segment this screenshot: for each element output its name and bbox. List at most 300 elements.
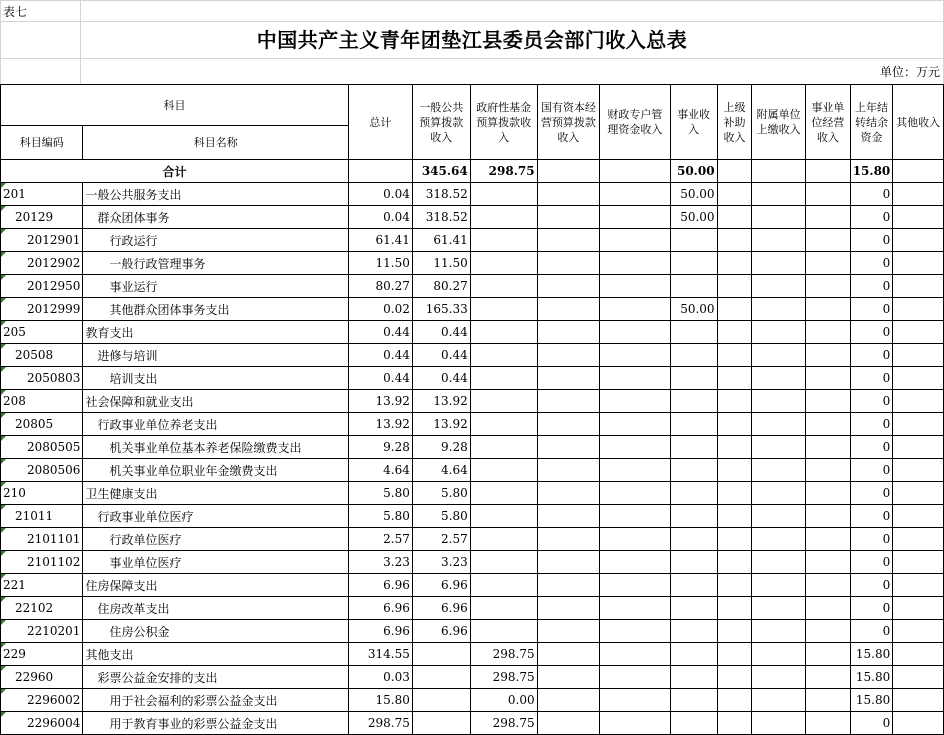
- cell-gov-fund[interactable]: [470, 344, 537, 367]
- cell-business-operation[interactable]: [805, 666, 850, 689]
- cell-state-capital[interactable]: [537, 206, 600, 229]
- cell-business-income[interactable]: [670, 436, 717, 459]
- cell-fiscal-special[interactable]: [600, 252, 670, 275]
- cell-carryover[interactable]: 0: [850, 344, 893, 367]
- cell-carryover[interactable]: 0: [850, 183, 893, 206]
- cell-business-operation[interactable]: [805, 505, 850, 528]
- cell-business-income[interactable]: [670, 528, 717, 551]
- cell-superior-subsidy[interactable]: [717, 666, 752, 689]
- cell-gov-fund[interactable]: [470, 321, 537, 344]
- cell-business-income[interactable]: [670, 229, 717, 252]
- cell-other-income[interactable]: [893, 252, 944, 275]
- subject-name-cell[interactable]: 行政事业单位医疗: [83, 505, 349, 528]
- cell-general-budget[interactable]: 6.96: [412, 597, 470, 620]
- subject-code-cell[interactable]: 208: [1, 390, 83, 413]
- cell-business-income[interactable]: [670, 367, 717, 390]
- cell-gov-fund[interactable]: [470, 551, 537, 574]
- cell-business-operation[interactable]: [805, 459, 850, 482]
- cell-fiscal-special[interactable]: [600, 528, 670, 551]
- cell-total[interactable]: 13.92: [349, 413, 413, 436]
- cell-total[interactable]: 0.44: [349, 367, 413, 390]
- cell-carryover[interactable]: 0: [850, 229, 893, 252]
- cell-general-budget[interactable]: 9.28: [412, 436, 470, 459]
- cell-state-capital[interactable]: [537, 390, 600, 413]
- cell-other-income[interactable]: [893, 275, 944, 298]
- cell-business-operation[interactable]: [805, 344, 850, 367]
- cell-business-income[interactable]: [670, 689, 717, 712]
- cell-business-operation[interactable]: [805, 252, 850, 275]
- cell-other-income[interactable]: [893, 574, 944, 597]
- cell-carryover[interactable]: 0: [850, 298, 893, 321]
- subject-code-cell[interactable]: 20508: [1, 344, 83, 367]
- cell-gov-fund[interactable]: [470, 413, 537, 436]
- subject-code-cell[interactable]: 22960: [1, 666, 83, 689]
- cell-other-income[interactable]: [893, 597, 944, 620]
- cell-general-budget[interactable]: 2.57: [412, 528, 470, 551]
- subject-name-cell[interactable]: 用于教育事业的彩票公益金支出: [83, 712, 349, 735]
- cell-total[interactable]: 314.55: [349, 643, 413, 666]
- cell-superior-subsidy[interactable]: [717, 459, 752, 482]
- cell-carryover[interactable]: 15.80: [850, 643, 893, 666]
- cell-other-income[interactable]: [893, 482, 944, 505]
- subject-code-cell[interactable]: 2101102: [1, 551, 83, 574]
- cell-fiscal-special[interactable]: [600, 551, 670, 574]
- cell-carryover[interactable]: 0: [850, 252, 893, 275]
- cell-fiscal-special[interactable]: [600, 505, 670, 528]
- cell-business-income[interactable]: [670, 390, 717, 413]
- cell-other-income[interactable]: [893, 459, 944, 482]
- subject-name-cell[interactable]: 社会保障和就业支出: [83, 390, 349, 413]
- cell-other-income[interactable]: [893, 689, 944, 712]
- subject-code-cell[interactable]: 21011: [1, 505, 83, 528]
- cell-carryover[interactable]: 0: [850, 712, 893, 735]
- cell-total[interactable]: 61.41: [349, 229, 413, 252]
- subject-name-cell[interactable]: 彩票公益金安排的支出: [83, 666, 349, 689]
- cell-business-operation[interactable]: [805, 689, 850, 712]
- cell-business-income[interactable]: [670, 666, 717, 689]
- subject-name-cell[interactable]: 用于社会福利的彩票公益金支出: [83, 689, 349, 712]
- cell-business-income[interactable]: [670, 459, 717, 482]
- cell-carryover[interactable]: 0: [850, 413, 893, 436]
- cell-other-income[interactable]: [893, 367, 944, 390]
- subject-name-cell[interactable]: 一般公共服务支出: [83, 183, 349, 206]
- cell-gov-fund[interactable]: [470, 229, 537, 252]
- cell-general-budget[interactable]: 61.41: [412, 229, 470, 252]
- subject-code-cell[interactable]: 205: [1, 321, 83, 344]
- cell-carryover[interactable]: 0: [850, 321, 893, 344]
- cell-gov-fund[interactable]: [470, 298, 537, 321]
- subject-name-cell[interactable]: 机关事业单位职业年金缴费支出: [83, 459, 349, 482]
- cell-total[interactable]: 0.44: [349, 344, 413, 367]
- cell-total[interactable]: 5.80: [349, 482, 413, 505]
- cell-carryover[interactable]: 0: [850, 275, 893, 298]
- cell-affiliated-payment[interactable]: [752, 689, 806, 712]
- cell-superior-subsidy[interactable]: [717, 597, 752, 620]
- cell-state-capital[interactable]: [537, 505, 600, 528]
- cell-superior-subsidy[interactable]: [717, 183, 752, 206]
- cell-carryover[interactable]: 0: [850, 459, 893, 482]
- cell-carryover[interactable]: 0: [850, 390, 893, 413]
- cell-superior-subsidy[interactable]: [717, 643, 752, 666]
- cell-gov-fund[interactable]: 0.00: [470, 689, 537, 712]
- cell-business-operation[interactable]: [805, 413, 850, 436]
- cell-gov-fund[interactable]: [470, 505, 537, 528]
- cell-affiliated-payment[interactable]: [752, 620, 806, 643]
- cell-affiliated-payment[interactable]: [752, 275, 806, 298]
- cell-affiliated-payment[interactable]: [752, 482, 806, 505]
- cell-business-income[interactable]: [670, 252, 717, 275]
- cell-business-operation[interactable]: [805, 574, 850, 597]
- cell-fiscal-special[interactable]: [600, 367, 670, 390]
- cell-fiscal-special[interactable]: [600, 206, 670, 229]
- cell-total[interactable]: 3.23: [349, 551, 413, 574]
- cell-fiscal-special[interactable]: [600, 482, 670, 505]
- cell-total[interactable]: 298.75: [349, 712, 413, 735]
- subject-name-cell[interactable]: 卫生健康支出: [83, 482, 349, 505]
- cell-gov-fund[interactable]: [470, 597, 537, 620]
- cell-other-income[interactable]: [893, 298, 944, 321]
- cell-total[interactable]: 0.04: [349, 183, 413, 206]
- cell-carryover[interactable]: 0: [850, 551, 893, 574]
- cell-total[interactable]: 6.96: [349, 574, 413, 597]
- subject-code-cell[interactable]: 221: [1, 574, 83, 597]
- cell-superior-subsidy[interactable]: [717, 344, 752, 367]
- cell-business-income[interactable]: 50.00: [670, 206, 717, 229]
- cell-fiscal-special[interactable]: [600, 298, 670, 321]
- cell-affiliated-payment[interactable]: [752, 666, 806, 689]
- subject-code-cell[interactable]: 2296004: [1, 712, 83, 735]
- cell-general-budget[interactable]: 0.44: [412, 321, 470, 344]
- cell-gov-fund[interactable]: [470, 574, 537, 597]
- cell-state-capital[interactable]: [537, 666, 600, 689]
- cell-total[interactable]: 0.03: [349, 666, 413, 689]
- subject-code-cell[interactable]: 2080505: [1, 436, 83, 459]
- cell-affiliated-payment[interactable]: [752, 390, 806, 413]
- cell-business-income[interactable]: [670, 643, 717, 666]
- cell-total[interactable]: 5.80: [349, 505, 413, 528]
- cell-gov-fund[interactable]: [470, 367, 537, 390]
- cell-gov-fund[interactable]: 298.75: [470, 643, 537, 666]
- cell-superior-subsidy[interactable]: [717, 275, 752, 298]
- cell-gov-fund[interactable]: [470, 482, 537, 505]
- cell-superior-subsidy[interactable]: [717, 206, 752, 229]
- cell-total[interactable]: 9.28: [349, 436, 413, 459]
- cell-business-income[interactable]: [670, 551, 717, 574]
- cell-state-capital[interactable]: [537, 229, 600, 252]
- cell-general-budget[interactable]: 0.44: [412, 367, 470, 390]
- cell-general-budget[interactable]: 318.52: [412, 183, 470, 206]
- subject-name-cell[interactable]: 住房改革支出: [83, 597, 349, 620]
- cell-state-capital[interactable]: [537, 298, 600, 321]
- subject-name-cell[interactable]: 住房公积金: [83, 620, 349, 643]
- cell-carryover[interactable]: 0: [850, 206, 893, 229]
- cell-state-capital[interactable]: [537, 252, 600, 275]
- cell-other-income[interactable]: [893, 528, 944, 551]
- subject-code-cell[interactable]: 20805: [1, 413, 83, 436]
- cell-gov-fund[interactable]: 298.75: [470, 666, 537, 689]
- cell-affiliated-payment[interactable]: [752, 206, 806, 229]
- subject-code-cell[interactable]: 2012901: [1, 229, 83, 252]
- cell-business-operation[interactable]: [805, 436, 850, 459]
- cell-carryover[interactable]: 0: [850, 505, 893, 528]
- cell-state-capital[interactable]: [537, 574, 600, 597]
- cell-affiliated-payment[interactable]: [752, 505, 806, 528]
- cell-other-income[interactable]: [893, 643, 944, 666]
- cell-general-budget[interactable]: 80.27: [412, 275, 470, 298]
- cell-business-operation[interactable]: [805, 183, 850, 206]
- cell-total[interactable]: 2.57: [349, 528, 413, 551]
- cell-business-operation[interactable]: [805, 367, 850, 390]
- subject-name-cell[interactable]: 行政单位医疗: [83, 528, 349, 551]
- cell-total[interactable]: 6.96: [349, 597, 413, 620]
- cell-general-budget[interactable]: [412, 643, 470, 666]
- cell-superior-subsidy[interactable]: [717, 321, 752, 344]
- subject-code-cell[interactable]: 2210201: [1, 620, 83, 643]
- subject-code-cell[interactable]: 2101101: [1, 528, 83, 551]
- cell-fiscal-special[interactable]: [600, 459, 670, 482]
- subject-name-cell[interactable]: 住房保障支出: [83, 574, 349, 597]
- cell-gov-fund[interactable]: [470, 275, 537, 298]
- cell-business-income[interactable]: [670, 275, 717, 298]
- subject-code-cell[interactable]: 229: [1, 643, 83, 666]
- cell-carryover[interactable]: 0: [850, 597, 893, 620]
- cell-general-budget[interactable]: 5.80: [412, 505, 470, 528]
- cell-other-income[interactable]: [893, 505, 944, 528]
- cell-fiscal-special[interactable]: [600, 183, 670, 206]
- cell-superior-subsidy[interactable]: [717, 712, 752, 735]
- cell-general-budget[interactable]: 3.23: [412, 551, 470, 574]
- cell-carryover[interactable]: 15.80: [850, 689, 893, 712]
- subject-code-cell[interactable]: 210: [1, 482, 83, 505]
- cell-affiliated-payment[interactable]: [752, 643, 806, 666]
- cell-state-capital[interactable]: [537, 321, 600, 344]
- cell-gov-fund[interactable]: [470, 528, 537, 551]
- cell-business-income[interactable]: [670, 620, 717, 643]
- subject-code-cell[interactable]: 20129: [1, 206, 83, 229]
- cell-superior-subsidy[interactable]: [717, 574, 752, 597]
- cell-general-budget[interactable]: 4.64: [412, 459, 470, 482]
- cell-fiscal-special[interactable]: [600, 643, 670, 666]
- subject-name-cell[interactable]: 行政事业单位养老支出: [83, 413, 349, 436]
- cell-other-income[interactable]: [893, 620, 944, 643]
- cell-affiliated-payment[interactable]: [752, 528, 806, 551]
- cell-gov-fund[interactable]: [470, 183, 537, 206]
- subject-name-cell[interactable]: 群众团体事务: [83, 206, 349, 229]
- cell-superior-subsidy[interactable]: [717, 252, 752, 275]
- cell-affiliated-payment[interactable]: [752, 344, 806, 367]
- cell-other-income[interactable]: [893, 344, 944, 367]
- cell-fiscal-special[interactable]: [600, 321, 670, 344]
- cell-general-budget[interactable]: 6.96: [412, 620, 470, 643]
- subject-code-cell[interactable]: 22102: [1, 597, 83, 620]
- cell-superior-subsidy[interactable]: [717, 551, 752, 574]
- cell-carryover[interactable]: 15.80: [850, 666, 893, 689]
- cell-carryover[interactable]: 0: [850, 574, 893, 597]
- cell-business-operation[interactable]: [805, 482, 850, 505]
- cell-state-capital[interactable]: [537, 344, 600, 367]
- cell-total[interactable]: 0.44: [349, 321, 413, 344]
- cell-other-income[interactable]: [893, 183, 944, 206]
- subject-name-cell[interactable]: 事业运行: [83, 275, 349, 298]
- cell-superior-subsidy[interactable]: [717, 436, 752, 459]
- subject-name-cell[interactable]: 一般行政管理事务: [83, 252, 349, 275]
- cell-carryover[interactable]: 0: [850, 367, 893, 390]
- cell-general-budget[interactable]: 0.44: [412, 344, 470, 367]
- cell-fiscal-special[interactable]: [600, 574, 670, 597]
- cell-fiscal-special[interactable]: [600, 620, 670, 643]
- cell-general-budget[interactable]: 13.92: [412, 390, 470, 413]
- cell-affiliated-payment[interactable]: [752, 551, 806, 574]
- cell-carryover[interactable]: 0: [850, 620, 893, 643]
- cell-state-capital[interactable]: [537, 367, 600, 390]
- cell-gov-fund[interactable]: [470, 252, 537, 275]
- cell-affiliated-payment[interactable]: [752, 183, 806, 206]
- cell-general-budget[interactable]: 5.80: [412, 482, 470, 505]
- cell-fiscal-special[interactable]: [600, 712, 670, 735]
- cell-affiliated-payment[interactable]: [752, 413, 806, 436]
- cell-total[interactable]: 4.64: [349, 459, 413, 482]
- cell-business-operation[interactable]: [805, 551, 850, 574]
- cell-superior-subsidy[interactable]: [717, 689, 752, 712]
- cell-other-income[interactable]: [893, 436, 944, 459]
- cell-total[interactable]: 0.02: [349, 298, 413, 321]
- subject-name-cell[interactable]: 其他群众团体事务支出: [83, 298, 349, 321]
- cell-fiscal-special[interactable]: [600, 413, 670, 436]
- cell-superior-subsidy[interactable]: [717, 367, 752, 390]
- cell-other-income[interactable]: [893, 712, 944, 735]
- cell-business-operation[interactable]: [805, 229, 850, 252]
- cell-other-income[interactable]: [893, 551, 944, 574]
- subject-name-cell[interactable]: 教育支出: [83, 321, 349, 344]
- cell-superior-subsidy[interactable]: [717, 505, 752, 528]
- cell-affiliated-payment[interactable]: [752, 597, 806, 620]
- cell-general-budget[interactable]: 13.92: [412, 413, 470, 436]
- cell-other-income[interactable]: [893, 206, 944, 229]
- cell-gov-fund[interactable]: [470, 436, 537, 459]
- cell-fiscal-special[interactable]: [600, 344, 670, 367]
- cell-affiliated-payment[interactable]: [752, 436, 806, 459]
- cell-total[interactable]: 80.27: [349, 275, 413, 298]
- cell-state-capital[interactable]: [537, 689, 600, 712]
- cell-affiliated-payment[interactable]: [752, 574, 806, 597]
- cell-state-capital[interactable]: [537, 275, 600, 298]
- subject-name-cell[interactable]: 事业单位医疗: [83, 551, 349, 574]
- cell-business-income[interactable]: [670, 482, 717, 505]
- cell-fiscal-special[interactable]: [600, 666, 670, 689]
- cell-business-operation[interactable]: [805, 597, 850, 620]
- cell-carryover[interactable]: 0: [850, 528, 893, 551]
- subject-code-cell[interactable]: 2080506: [1, 459, 83, 482]
- cell-state-capital[interactable]: [537, 620, 600, 643]
- cell-other-income[interactable]: [893, 321, 944, 344]
- cell-business-operation[interactable]: [805, 643, 850, 666]
- subject-code-cell[interactable]: 201: [1, 183, 83, 206]
- cell-business-income[interactable]: [670, 344, 717, 367]
- subject-name-cell[interactable]: 其他支出: [83, 643, 349, 666]
- cell-fiscal-special[interactable]: [600, 436, 670, 459]
- cell-other-income[interactable]: [893, 229, 944, 252]
- cell-fiscal-special[interactable]: [600, 229, 670, 252]
- cell-business-operation[interactable]: [805, 321, 850, 344]
- cell-affiliated-payment[interactable]: [752, 229, 806, 252]
- cell-carryover[interactable]: 0: [850, 482, 893, 505]
- cell-total[interactable]: 6.96: [349, 620, 413, 643]
- cell-state-capital[interactable]: [537, 183, 600, 206]
- cell-general-budget[interactable]: 318.52: [412, 206, 470, 229]
- subject-name-cell[interactable]: 机关事业单位基本养老保险缴费支出: [83, 436, 349, 459]
- cell-gov-fund[interactable]: [470, 206, 537, 229]
- cell-carryover[interactable]: 0: [850, 436, 893, 459]
- cell-affiliated-payment[interactable]: [752, 459, 806, 482]
- cell-business-income[interactable]: [670, 712, 717, 735]
- cell-superior-subsidy[interactable]: [717, 298, 752, 321]
- cell-state-capital[interactable]: [537, 643, 600, 666]
- cell-state-capital[interactable]: [537, 459, 600, 482]
- cell-business-income[interactable]: 50.00: [670, 298, 717, 321]
- cell-state-capital[interactable]: [537, 413, 600, 436]
- subject-code-cell[interactable]: 2050803: [1, 367, 83, 390]
- cell-state-capital[interactable]: [537, 597, 600, 620]
- cell-general-budget[interactable]: [412, 689, 470, 712]
- cell-total[interactable]: 13.92: [349, 390, 413, 413]
- cell-other-income[interactable]: [893, 390, 944, 413]
- cell-business-operation[interactable]: [805, 206, 850, 229]
- cell-other-income[interactable]: [893, 666, 944, 689]
- cell-business-operation[interactable]: [805, 620, 850, 643]
- cell-total[interactable]: 11.50: [349, 252, 413, 275]
- cell-superior-subsidy[interactable]: [717, 528, 752, 551]
- subject-name-cell[interactable]: 培训支出: [83, 367, 349, 390]
- cell-gov-fund[interactable]: [470, 390, 537, 413]
- cell-business-income[interactable]: [670, 505, 717, 528]
- cell-affiliated-payment[interactable]: [752, 712, 806, 735]
- cell-business-operation[interactable]: [805, 390, 850, 413]
- cell-total[interactable]: 15.80: [349, 689, 413, 712]
- cell-total[interactable]: 0.04: [349, 206, 413, 229]
- cell-gov-fund[interactable]: [470, 620, 537, 643]
- cell-business-income[interactable]: [670, 597, 717, 620]
- cell-business-income[interactable]: 50.00: [670, 183, 717, 206]
- subject-code-cell[interactable]: 2012950: [1, 275, 83, 298]
- cell-affiliated-payment[interactable]: [752, 367, 806, 390]
- cell-fiscal-special[interactable]: [600, 275, 670, 298]
- cell-affiliated-payment[interactable]: [752, 252, 806, 275]
- cell-gov-fund[interactable]: 298.75: [470, 712, 537, 735]
- cell-business-operation[interactable]: [805, 712, 850, 735]
- cell-business-income[interactable]: [670, 574, 717, 597]
- cell-state-capital[interactable]: [537, 712, 600, 735]
- cell-other-income[interactable]: [893, 413, 944, 436]
- subject-name-cell[interactable]: 进修与培训: [83, 344, 349, 367]
- cell-state-capital[interactable]: [537, 482, 600, 505]
- cell-business-operation[interactable]: [805, 298, 850, 321]
- cell-superior-subsidy[interactable]: [717, 229, 752, 252]
- cell-superior-subsidy[interactable]: [717, 620, 752, 643]
- subject-code-cell[interactable]: 2012999: [1, 298, 83, 321]
- cell-general-budget[interactable]: [412, 712, 470, 735]
- cell-general-budget[interactable]: 11.50: [412, 252, 470, 275]
- cell-state-capital[interactable]: [537, 436, 600, 459]
- cell-fiscal-special[interactable]: [600, 390, 670, 413]
- cell-state-capital[interactable]: [537, 528, 600, 551]
- cell-general-budget[interactable]: 6.96: [412, 574, 470, 597]
- cell-affiliated-payment[interactable]: [752, 298, 806, 321]
- cell-business-operation[interactable]: [805, 275, 850, 298]
- cell-general-budget[interactable]: [412, 666, 470, 689]
- cell-business-income[interactable]: [670, 413, 717, 436]
- cell-fiscal-special[interactable]: [600, 689, 670, 712]
- subject-code-cell[interactable]: 2296002: [1, 689, 83, 712]
